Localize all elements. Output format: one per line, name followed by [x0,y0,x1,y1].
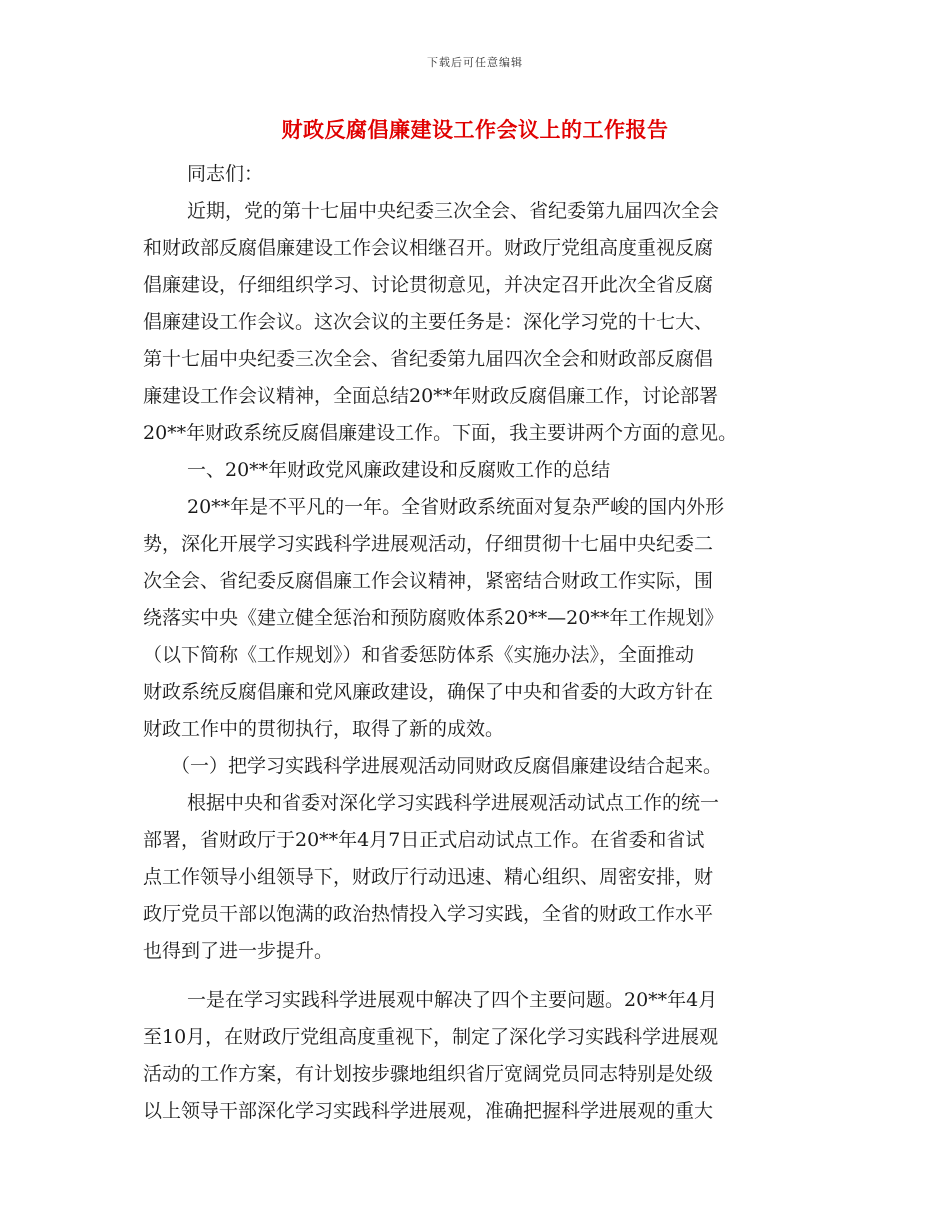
paragraph-line: 第十七届中央纪委三次全会、省纪委第九届四次全会和财政部反腐倡 [143,348,714,370]
paragraph-line: 20**年是不平凡的一年。全省财政系统面对复杂严峻的国内外形 [187,496,725,518]
paragraph-line: 点工作领导小组领导下，财政厅行动迅速、精心组织、周密安排，财 [143,866,714,888]
paragraph-line: 以上领导干部深化学习实践科学进展观，准确把握科学进展观的重大 [143,1100,714,1122]
paragraph-line: （以下简称《工作规划》）和省委惩防体系《实施办法》，全面推动 [143,644,695,666]
paragraph-line: 廉建设工作会议精神，全面总结20**年财政反腐倡廉工作，讨论部署 [143,385,719,407]
paragraph-line: 绕落实中央《建立健全惩治和预防腐败体系20**—20**年工作规划》 [143,607,724,629]
page-header-note: 下载后可任意编辑 [427,56,523,69]
paragraph-line: 一是在学习实践科学进展观中解决了四个主要问题。20**年4月 [187,989,718,1011]
paragraph-line: 也得到了进一步提升。 [143,940,334,962]
paragraph-line: 势，深化开展学习实践科学进展观活动，仔细贯彻十七届中央纪委二 [143,533,714,555]
paragraph-line: 至10月，在财政厅党组高度重视下，制定了深化学习实践科学进展观 [143,1026,719,1048]
document-title: 财政反腐倡廉建设工作会议上的工作报告 [281,117,669,142]
paragraph-line: 政厅党员干部以饱满的政治热情投入学习实践，全省的财政工作水平 [143,903,714,925]
paragraph-line: 倡廉建设，仔细组织学习、讨论贯彻意见，并决定召开此次全省反腐 [143,274,714,296]
paragraph-line: 财政系统反腐倡廉和党风廉政建设，确保了中央和省委的大政方针在 [143,681,714,703]
salutation-line: 同志们： [187,163,264,185]
paragraph-line: 近期，党的第十七届中央纪委三次全会、省纪委第九届四次全会 [187,200,720,222]
section-heading: 一、20**年财政党风廉政建设和反腐败工作的总结 [187,459,611,481]
paragraph-line: 和财政部反腐倡廉建设工作会议相继召开。财政厅党组高度重视反腐 [143,237,714,259]
paragraph-line: 20**年财政系统反腐倡廉建设工作。下面，我主要讲两个方面的意见。 [143,422,738,444]
paragraph-line: 活动的工作方案，有计划按步骤地组织省厅宽阔党员同志特别是处级 [143,1063,714,1085]
paragraph-line: 根据中央和省委对深化学习实践科学进展观活动试点工作的统一 [187,792,720,814]
subsection-heading: （一）把学习实践科学进展观活动同财政反腐倡廉建设结合起来。 [171,755,723,777]
paragraph-line: 倡廉建设工作会议。这次会议的主要任务是：深化学习党的十七大、 [143,311,714,333]
paragraph-line: 财政工作中的贯彻执行，取得了新的成效。 [143,718,505,740]
paragraph-line: 部署，省财政厅于20**年4月7日正式启动试点工作。在省委和省试 [143,829,705,851]
paragraph-line: 次全会、省纪委反腐倡廉工作会议精神，紧密结合财政工作实际，围 [143,570,714,592]
document-body [143,156,807,1130]
